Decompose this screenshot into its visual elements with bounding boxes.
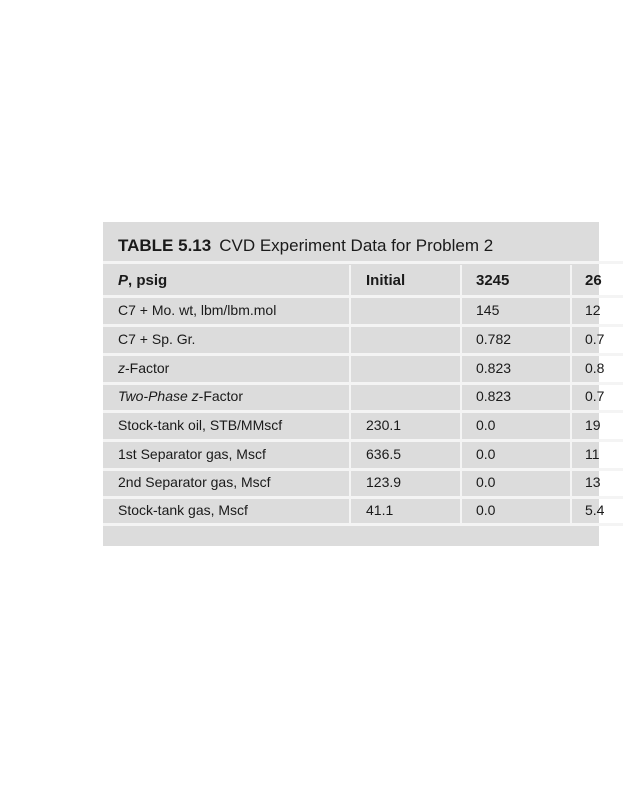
cell-3245: 0.0 [476,446,496,462]
header-pressure-unit: , psig [128,272,168,289]
header-pressure-symbol: P [118,272,129,289]
table-title: CVD Experiment Data for Problem 2 [219,236,494,255]
table-row [103,354,623,382]
header-pressure [118,267,348,295]
cell-3245: 0.0 [476,417,496,433]
table-row [103,468,623,496]
cell-next: 5.4 [585,502,605,518]
row-label-text: 2nd Separator gas, Mscf [118,474,271,490]
cell-3245: 0.823 [476,360,512,376]
table-row [103,325,623,353]
row-label-text: Stock-tank oil, STB/MMscf [118,417,283,433]
cell-next: 0.8 [585,360,605,376]
row-label-text: C7 + Sp. Gr. [118,331,196,347]
row-label [118,468,348,496]
row-label [118,382,348,410]
row-label [118,440,348,468]
cell-initial [366,354,461,382]
cell-3245: 0.0 [476,502,496,518]
table-row [103,382,623,410]
cell-next: 12 [585,302,601,318]
data-table [103,222,605,546]
table-header-row [103,267,623,295]
table-row [103,496,623,524]
cell-initial: 636.5 [366,446,402,462]
cell-3245: 145 [476,302,500,318]
row-label [118,354,348,382]
table-row [103,296,623,324]
cell-next: 13 [585,474,601,490]
table-number: TABLE 5.13 [118,236,212,255]
row-label-text: -Factor [198,388,244,404]
row-label-italic: Two-Phase z [118,388,199,404]
header-initial: Initial [366,272,406,289]
header-3245: 3245 [476,272,510,289]
row-label [118,296,348,324]
row-label-text: -Factor [125,360,170,376]
row-label-text: C7 + Mo. wt, lbm/lbm.mol [118,302,277,318]
table-caption [118,236,493,256]
row-label [118,411,348,439]
header-next-pressure: 26 [585,272,602,289]
cell-initial: 123.9 [366,474,402,490]
row-label [118,496,348,524]
cell-initial [366,296,461,324]
cell-initial: 41.1 [366,502,394,518]
cell-3245: 0.0 [476,474,496,490]
cell-next: 11 [585,446,600,462]
cell-initial [366,382,461,410]
cell-3245: 0.782 [476,331,512,347]
cell-next: 0.7 [585,331,605,347]
header-top-rule [103,261,623,264]
row-label-text: 1st Separator gas, Mscf [118,446,266,462]
cell-next: 19 [585,417,601,433]
row-label [118,325,348,353]
cell-3245: 0.823 [476,388,512,404]
row-label-italic: z [118,360,125,376]
cell-next: 0.7 [585,388,605,404]
cell-initial: 230.1 [366,417,402,433]
table-row [103,411,623,439]
cell-initial [366,325,461,353]
table-row [103,440,623,468]
row-label-text: Stock-tank gas, Mscf [118,502,248,518]
